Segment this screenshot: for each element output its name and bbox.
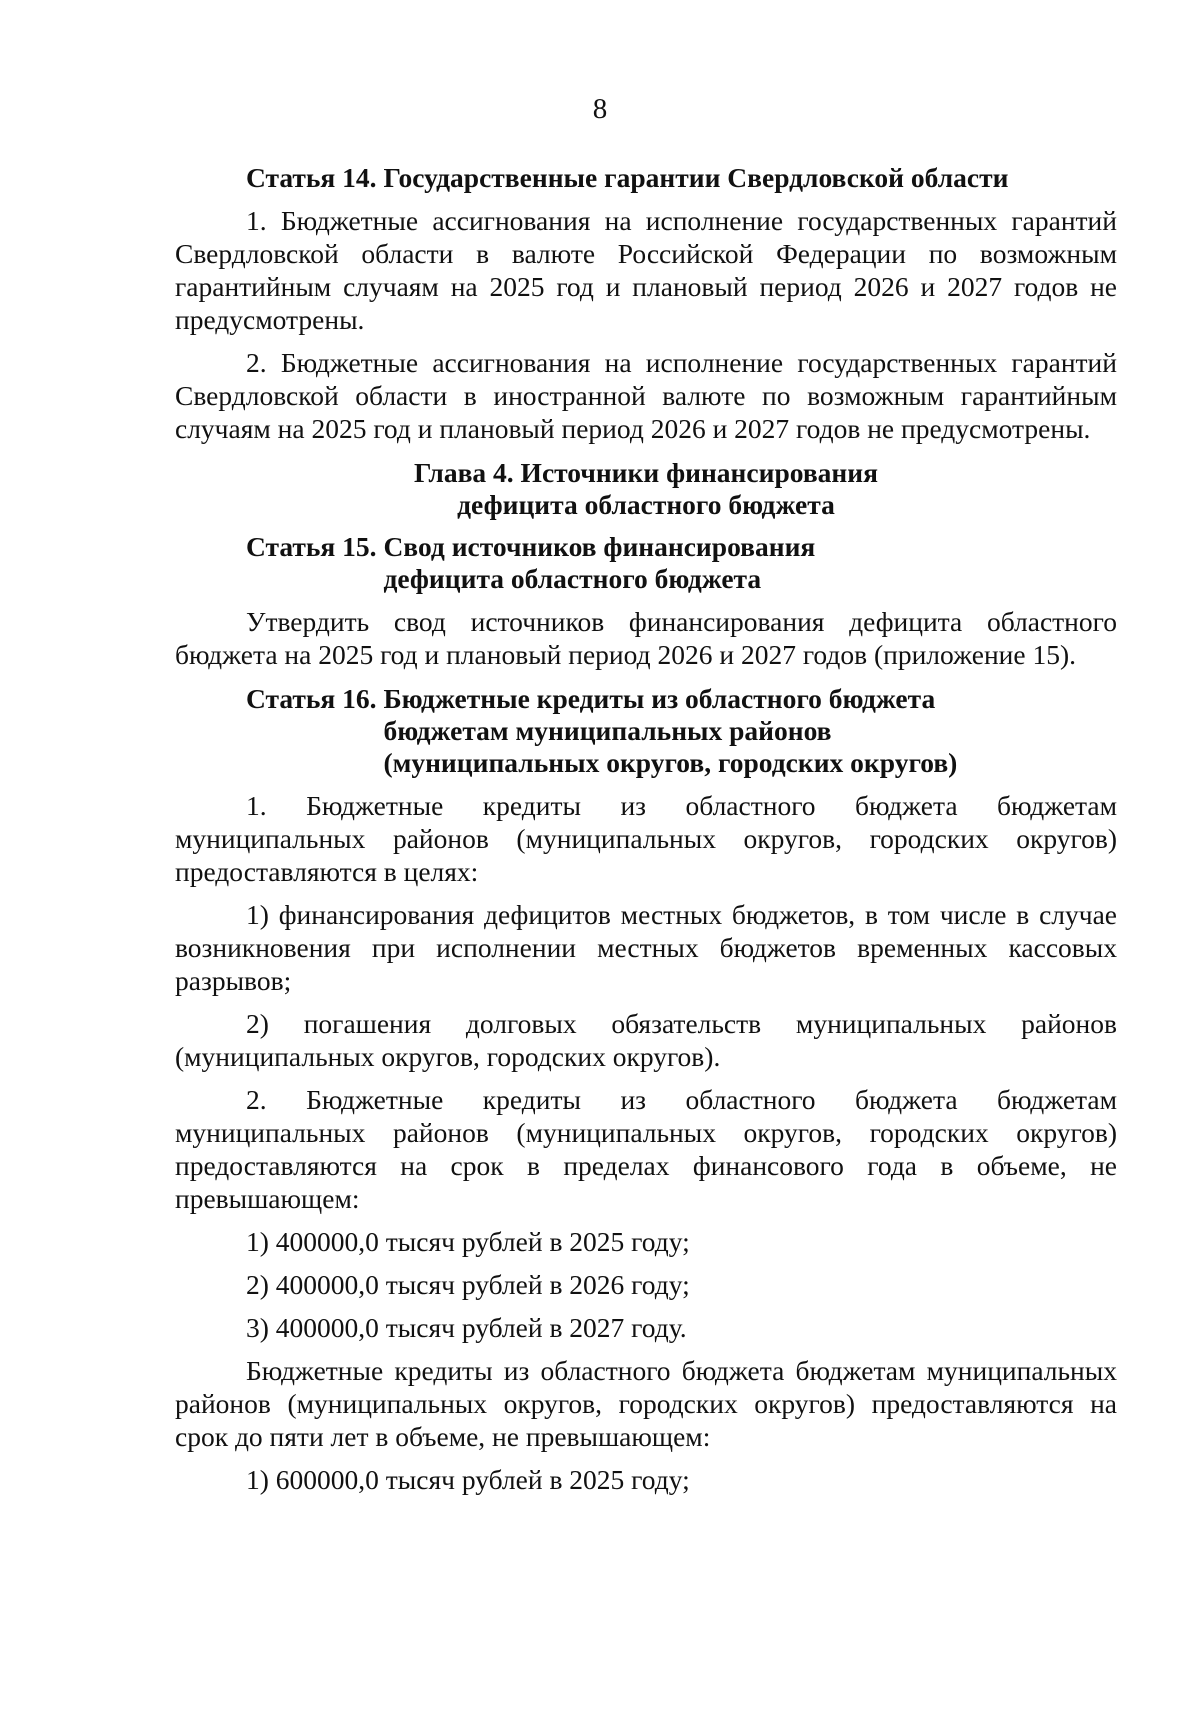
article-15-number: Статья 15. <box>246 531 384 562</box>
article-16-paragraph-1: 1. Бюджетные кредиты из областного бюджета бюджетам муниципальных районов (муниципальных округов, городских округов) предоставляются в целях: <box>175 790 1117 887</box>
article-16-paragraph-3: Бюджетные кредиты из областного бюджета бюджетам муниципальных районов (муниципальных округов, городских округов) предоставляются на срок до пяти лет в объеме, не превышающем: <box>175 1355 1117 1452</box>
article-15-title-line-2: дефицита областного бюджета <box>383 563 762 594</box>
document-body <box>175 162 1117 1496</box>
article-15-title-line-1: Свод источников финансирования <box>383 531 816 562</box>
chapter-4-title-line-1: Глава 4. Источники финансирования <box>414 457 878 488</box>
article-16-item-2-1: 1) 400000,0 тысяч рублей в 2025 году; <box>246 1226 690 1257</box>
article-16-heading <box>175 683 1117 779</box>
article-16-item-2-3: 3) 400000,0 тысяч рублей в 2027 году. <box>246 1312 687 1343</box>
chapter-4-title-line-2: дефицита областного бюджета <box>457 489 835 520</box>
chapter-4-heading <box>175 457 1117 521</box>
article-16-item-2-2: 2) 400000,0 тысяч рублей в 2026 году; <box>246 1269 690 1300</box>
article-16-title-line-1: Бюджетные кредиты из областного бюджета <box>383 683 936 714</box>
article-15-heading <box>175 531 1117 595</box>
article-14-heading <box>175 162 1117 194</box>
article-16-item-1-1: 1) финансирования дефицитов местных бюджетов, в том числе в случае возникновения при исполнении местных бюджетов временных кассовых разрывов; <box>175 899 1117 996</box>
article-16-item-1-2: 2) погашения долговых обязательств муниципальных районов (муниципальных округов, городских округов). <box>175 1008 1117 1072</box>
article-14-paragraph-2: 2. Бюджетные ассигнования на исполнение государственных гарантий Свердловской области в иностранной валюте по возможным гарантийным случаям на 2025 год и плановый период 2026 и 2027 годов не предусмотрены. <box>175 347 1117 444</box>
article-14-paragraph-1: 1. Бюджетные ассигнования на исполнение государственных гарантий Свердловской области в валюте Российской Федерации по возможным гарантийным случаям на 2025 год и плановый период 2026 и 2027 годов не предусмотрены. <box>175 205 1117 335</box>
article-16-title-line-2: бюджетам муниципальных районов <box>383 715 832 746</box>
article-16-item-3-1: 1) 600000,0 тысяч рублей в 2025 году; <box>246 1464 690 1495</box>
page-number: 8 <box>592 93 608 125</box>
article-14-title: Государственные гарантии Свердловской области <box>383 162 1009 193</box>
article-16-number: Статья 16. <box>246 683 384 714</box>
article-16-paragraph-2: 2. Бюджетные кредиты из областного бюджета бюджетам муниципальных районов (муниципальных округов, городских округов) предоставляются на срок в пределах финансового года в объеме, не превышающем: <box>175 1084 1117 1214</box>
article-15-paragraph-1: Утвердить свод источников финансирования дефицита областного бюджета на 2025 год и плановый период 2026 и 2027 годов (приложение 15). <box>175 606 1117 670</box>
article-16-title-line-3: (муниципальных округов, городских округов) <box>383 747 958 778</box>
article-14-number: Статья 14. <box>246 162 384 193</box>
